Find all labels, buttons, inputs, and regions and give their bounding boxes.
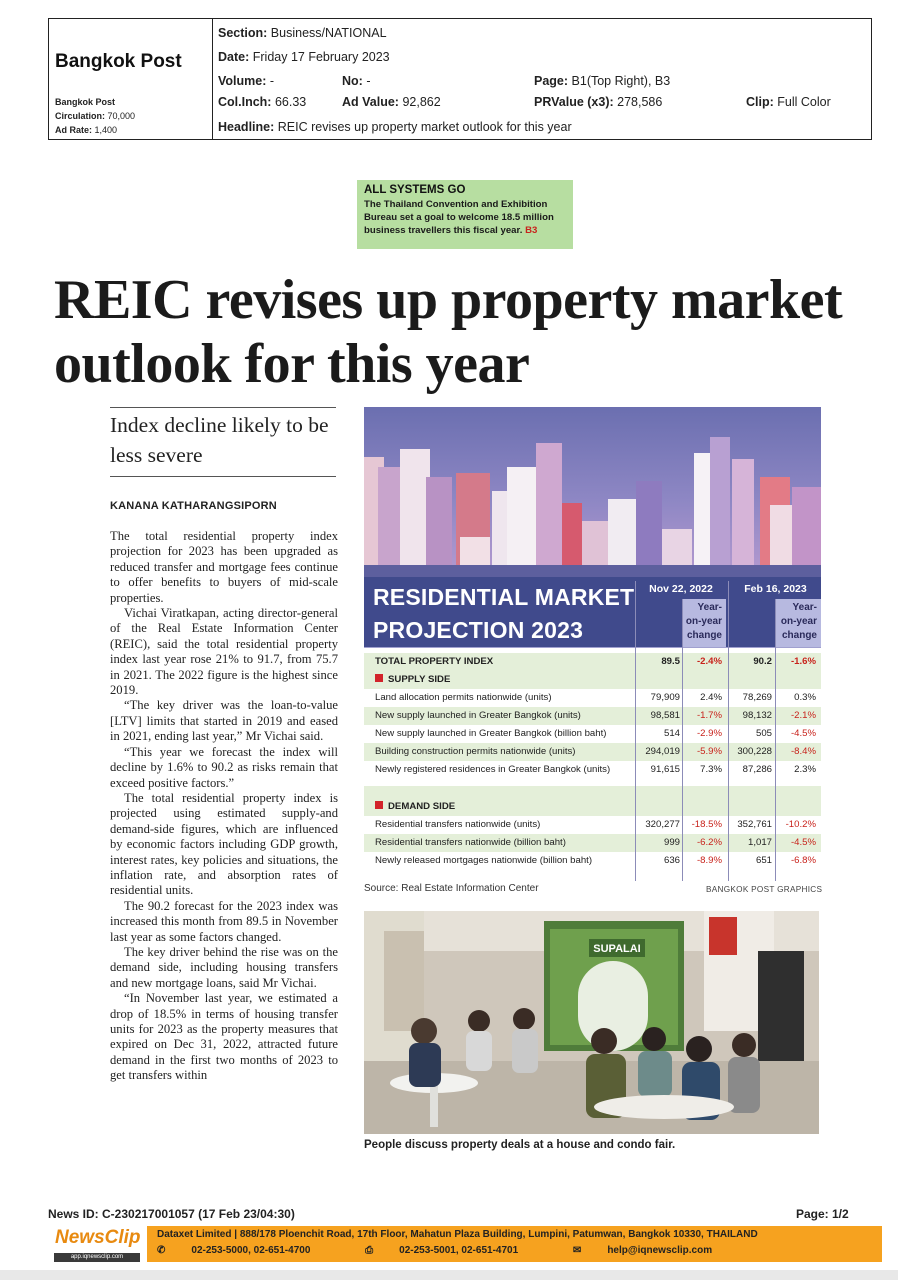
paragraph: “The key driver was the loan-to-value [LTV] limits that started in 2019 and eased in 2021, ending last year,” Mr Vichai said. [110, 698, 338, 744]
phone-contact: ✆ 02-253-5000, 02-651-4700 [157, 1245, 311, 1256]
red-square-icon [375, 801, 383, 809]
paragraph: The key driver behind the rise was on the demand side, including housing transfers and new mortgage loans, said Mr Vichai. [110, 944, 338, 990]
teaser-box [357, 180, 573, 249]
table-row: New supply launched in Greater Bangkok (units) 98,581 -1.7% 98,132 -2.1% [364, 707, 821, 725]
red-square-icon [375, 674, 383, 682]
clipping-header [48, 18, 872, 140]
page-number: Page: 1/2 [796, 1207, 849, 1221]
fair-photo-illustration [364, 911, 819, 1134]
subhead-top-rule [110, 407, 336, 408]
phone-icon: ✆ [157, 1245, 166, 1256]
demand-side-heading: DEMAND SIDE [364, 786, 821, 816]
colinch-field: Col.Inch: 66.33 [218, 95, 307, 109]
yoy-header-1: Year- on-year change [682, 599, 726, 647]
column-divider [635, 581, 636, 881]
table-row: Residential transfers nationwide (billion baht) 999 -6.2% 1,017 -4.5% [364, 834, 821, 852]
company-address: Dataxet Limited | 888/178 Ploenchit Road, 17th Floor, Mahatun Plaza Building, Lumpini, Patumwan, Bangkok 10330, THAILAND [157, 1229, 758, 1240]
contact-line [157, 1245, 764, 1256]
paragraph: The total residential property index projection for 2023 has been upgraded as reduced transfer and mortgage fees continue to offer benefits to buyers of mid-scale properties. [110, 529, 338, 605]
supply-side-heading: SUPPLY SIDE [364, 671, 821, 689]
teaser-title: ALL SYSTEMS GO [364, 184, 466, 196]
ad-value-field: Ad Value: 92,862 [342, 95, 441, 109]
column-divider [682, 599, 683, 881]
paragraph: “In November last year, we estimated a drop of 18.5% in terms of housing transfer units for 2023 as the property measures that expired on Dec 31, 2022, attracted future demand in the first two months of 2023 to get transfers within [110, 991, 338, 1083]
total-index-row: TOTAL PROPERTY INDEX 89.5 -2.4% 90.2 -1.6% [364, 653, 821, 671]
teaser-text: The Thailand Convention and Exhibition Bureau set a goal to welcome 18.5 million business travellers this fiscal year. B3 [364, 199, 554, 236]
news-id: News ID: C-230217001057 (17 Feb 23/04:30) [48, 1207, 295, 1221]
paragraph: Vichai Viratkapan, acting director-general of the Real Estate Information Center (REIC), said the total residential property index last year rose 21% to 91.7, from 75.7 in 2021. The 2022 figure is the highest since 2019. [110, 606, 338, 698]
mail-icon: ✉ [572, 1245, 582, 1256]
subhead-bottom-rule [110, 476, 336, 477]
teaser-page-ref: B3 [525, 225, 538, 236]
publication-name-small: Bangkok Post [55, 97, 116, 107]
number-field: No: - [342, 74, 371, 88]
article-headline: REIC revises up property market outlook for this year [54, 269, 843, 395]
publication-box [49, 19, 213, 139]
paragraph: The 90.2 forecast for the 2023 index was increased this month from 89.5 in November last year as some factors changed. [110, 898, 338, 944]
table-row: New supply launched in Greater Bangkok (billion baht) 514 -2.9% 505 -4.5% [375, 728, 816, 739]
circulation: Circulation: 70,000 [55, 111, 136, 121]
photo-caption: People discuss property deals at a house and condo fair. [364, 1139, 676, 1151]
paragraph: “This year we forecast the index will decline by 1.6% to 90.2 as risks remain that exceed positive factors.” [110, 744, 338, 790]
article-subhead: Index decline likely to be less severe [110, 413, 329, 467]
graphic-title: RESIDENTIAL MARKET PROJECTION 2023 [373, 584, 635, 643]
contact-bar [147, 1226, 882, 1262]
article-body [110, 529, 338, 1084]
newsclip-logo [48, 1226, 144, 1264]
email-contact[interactable]: ✉ help@iqnewsclip.com [572, 1245, 713, 1256]
graphic-source: Source: Real Estate Information Center [364, 883, 539, 894]
byline: KANANA KATHARANGSIPORN [110, 500, 277, 512]
graphic-credit: BANGKOK POST GRAPHICS [706, 885, 823, 894]
yoy-header-2: Year- on-year change [775, 599, 821, 647]
table-row: Newly released mortgages nationwide (billion baht) 636 -8.9% 651 -6.8% [375, 855, 816, 866]
logo-text: NewsClip [55, 1227, 141, 1248]
fair-photo [364, 911, 819, 1134]
market-projection-graphic [364, 407, 821, 881]
column-date-feb-2023: Feb 16, 2023 [744, 583, 807, 595]
date-field: Date: Friday 17 February 2023 [218, 50, 390, 64]
table-row: Newly registered residences in Greater Bangkok (units) 91,615 7.3% 87,286 2.3% [375, 764, 816, 775]
column-date-nov-2022: Nov 22, 2022 [649, 583, 713, 595]
publication-name: Bangkok Post [55, 51, 182, 72]
fax-contact: ⎙ 02-253-5001, 02-651-4701 [365, 1245, 519, 1256]
bottom-strip [0, 1270, 898, 1280]
booth-sign-text: SUPALAI [593, 943, 641, 955]
headline-field: Headline: REIC revises up property market outlook for this year [218, 120, 572, 134]
fax-icon: ⎙ [365, 1245, 374, 1256]
table-row: Building construction permits nationwide (units) 294,019 -5.9% 300,228 -8.4% [364, 743, 821, 761]
volume-field: Volume: - [218, 74, 275, 88]
page-field: Page: B1(Top Right), B3 [534, 74, 671, 88]
pr-value-field: PRValue (x3): 278,586 [534, 95, 663, 109]
column-divider [728, 581, 729, 881]
ad-rate: Ad Rate: 1,400 [55, 125, 118, 135]
section-field: Section: Business/NATIONAL [218, 26, 387, 40]
projection-table [364, 648, 821, 881]
skyline-illustration [364, 407, 821, 577]
column-divider [775, 599, 776, 881]
table-row: Land allocation permits nationwide (units) 79,909 2.4% 78,269 0.3% [375, 692, 816, 703]
table-row: Residential transfers nationwide (units) 320,277 -18.5% 352,761 -10.2% [375, 819, 816, 830]
logo-url: app.iqnewsclip.com [54, 1253, 140, 1262]
clip-field: Clip: Full Color [746, 95, 831, 109]
paragraph: The total residential property index is projected using estimated supply-and demand-side figures, which are influenced by economic factors including GDP growth, interest rates, key policies and situations, the inflation rate, and absorption rates of residential units. [110, 790, 338, 898]
